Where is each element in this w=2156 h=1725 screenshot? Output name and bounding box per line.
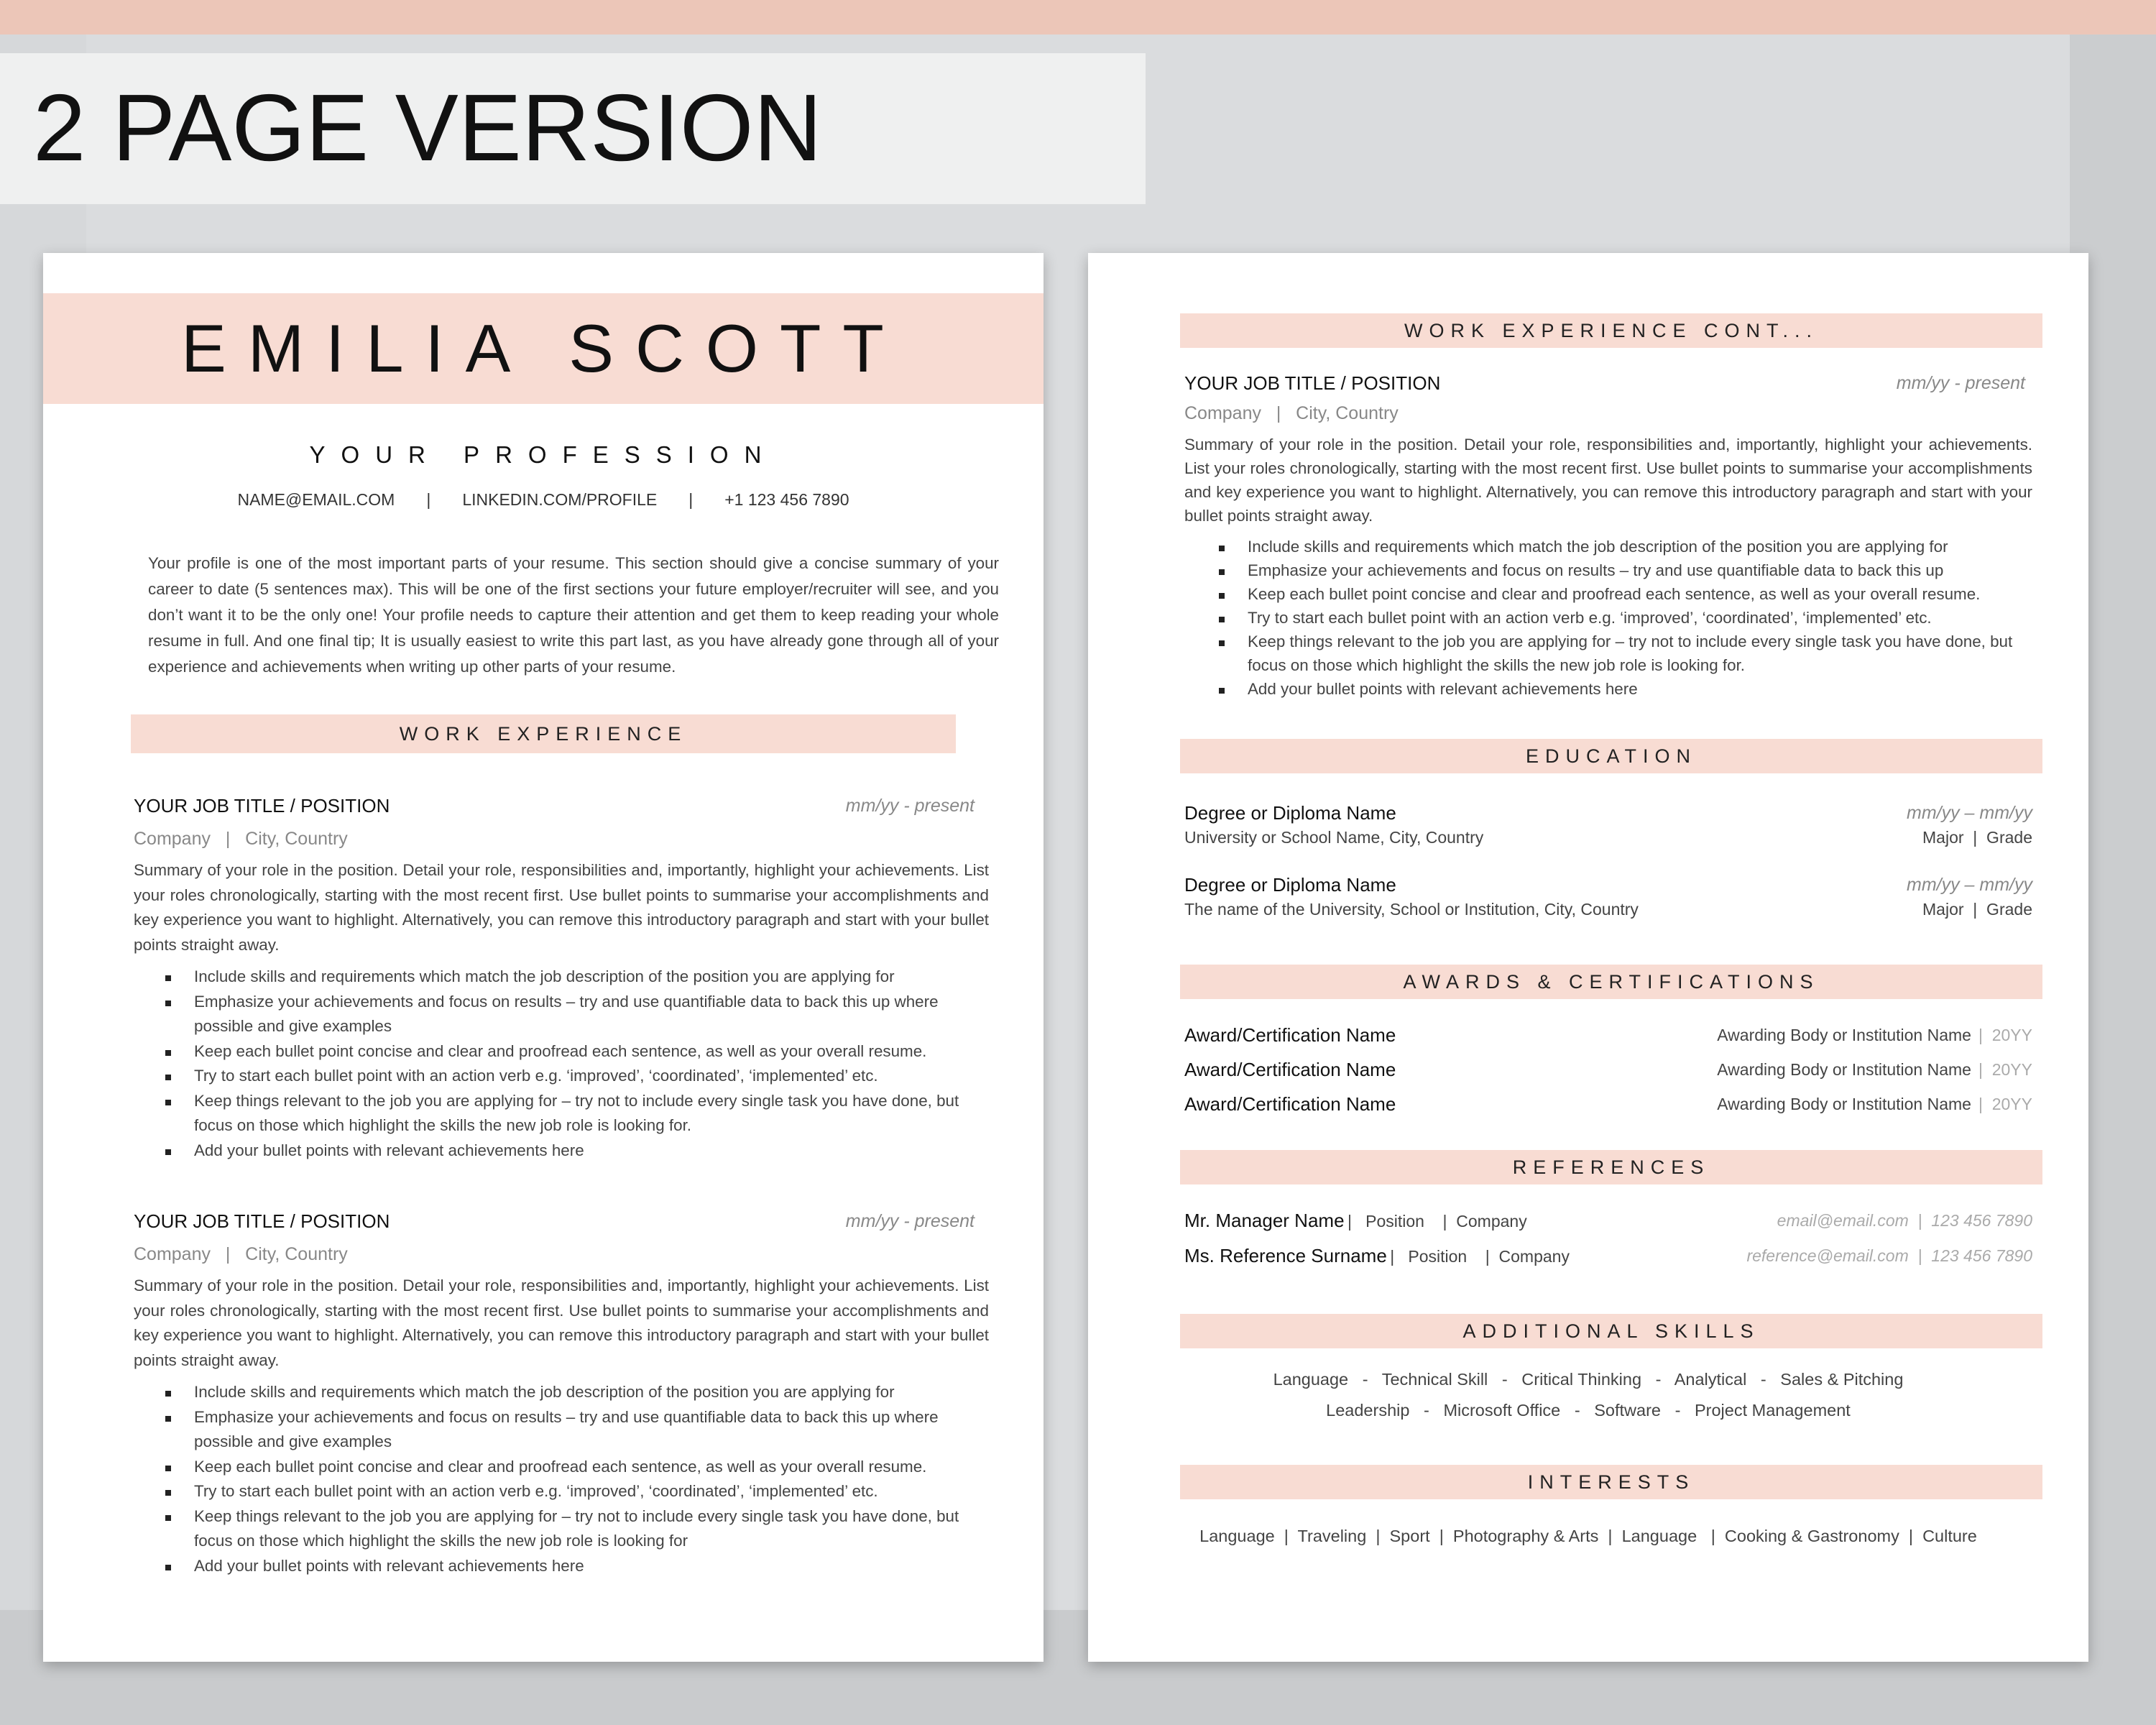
- award-institution: Awarding Body or Institution Name: [1717, 1026, 1971, 1044]
- list-item: Keep each bullet point concise and clear and proofread each sentence, as well as your overall resume.: [194, 1455, 989, 1480]
- education-date: mm/yy – mm/yy: [1907, 803, 2032, 823]
- job-bullets: [134, 965, 989, 1163]
- list-item: Keep things relevant to the job you are applying for – try not to include every single task you have done, but focus on those which highlight the skills the new job role is looking for.: [1248, 630, 2032, 677]
- degree-name: Degree or Diploma Name: [1184, 874, 1396, 896]
- resume-page-1: [43, 253, 1044, 1662]
- award-institution: Awarding Body or Institution Name: [1717, 1060, 1971, 1079]
- contact-line: [43, 490, 1044, 510]
- job-company: Company | City, Country: [134, 1244, 348, 1264]
- section-heading-work-cont: WORK EXPERIENCE CONT...: [1180, 313, 2042, 348]
- award-body: [1717, 1021, 2032, 1049]
- job-title: YOUR JOB TITLE / POSITION: [134, 795, 390, 816]
- section-heading-education: EDUCATION: [1180, 739, 2042, 773]
- job-entry: [134, 1209, 989, 1578]
- award-year: | 20YY: [1978, 1060, 2032, 1079]
- list-item: Add your bullet points with relevant achievements here: [1248, 677, 2032, 701]
- school-name: The name of the University, School or Institution, City, Country: [1184, 900, 1639, 919]
- education-date: mm/yy – mm/yy: [1907, 875, 2032, 895]
- award-name: Award/Certification Name: [1184, 1059, 1396, 1080]
- section-heading-interests: INTERESTS: [1180, 1465, 2042, 1499]
- education-entry: [1184, 873, 2032, 921]
- award-entry: [1184, 1090, 2032, 1118]
- award-institution: Awarding Body or Institution Name: [1717, 1095, 1971, 1113]
- list-item: Keep things relevant to the job you are applying for – try not to include every single task you have done, but focus on those which highlight the skills the new job role is looking for.: [194, 1089, 989, 1138]
- education-entry: [1184, 801, 2032, 850]
- job-title: YOUR JOB TITLE / POSITION: [134, 1210, 390, 1232]
- list-item: Include skills and requirements which match the job description of the position you are applying for: [1248, 535, 2032, 558]
- award-year: | 20YY: [1978, 1026, 2032, 1044]
- award-body: [1717, 1090, 2032, 1118]
- job-summary: Summary of your role in the position. Detail your role, responsibilities and, importantly, highlight your achievements. List your roles chronologically, starting with the most recent first. Use bullet points to summarise your accomplishments and key experience you want to highlight. Alternatively, you can remove this introductory paragraph and start with your bullet points straight away.: [134, 1276, 989, 1369]
- job-company: Company | City, Country: [134, 829, 348, 849]
- profession: YOUR PROFESSION: [309, 441, 778, 468]
- list-item: Try to start each bullet point with an action verb e.g. ‘improved’, ‘coordinated’, ‘implemented’ etc.: [1248, 606, 2032, 630]
- job-date: mm/yy - present: [1896, 373, 2025, 393]
- version-title: 2 PAGE VERSION: [33, 75, 822, 180]
- profile-summary: Your profile is one of the most important parts of your resume. This section should give a concise summary of your career to date (5 sentences max). This will be one of the first sections your future employer/recruiter will see, and you don’t want it to be the only one! Your profile needs to capture their attention and get them to keep reading your whole resume in full. And one final tip; It is usually easiest to write this part last, as you have already gone through all of your experience and achievements when writing up other parts of your resume.: [148, 554, 999, 676]
- skills-line: Language - Technical Skill - Critical Thinking - Analytical - Sales & Pitching: [1273, 1370, 1904, 1389]
- section-heading-references: REFERENCES: [1180, 1150, 2042, 1184]
- reference-contact: email@email.com | 123 456 7890: [1777, 1211, 2032, 1230]
- list-item: Keep things relevant to the job you are applying for – try not to include every single task you have done, but focus on those which highlight the skills the new job role is looking for: [194, 1504, 989, 1554]
- job-entry: [134, 794, 989, 1163]
- education-major: Major | Grade: [1922, 828, 2032, 847]
- list-item: Keep each bullet point concise and clear and proofread each sentence, as well as your overall resume.: [1248, 582, 2032, 606]
- job-bullets: [134, 1380, 989, 1578]
- job-bullets: [1184, 535, 2032, 701]
- award-body: [1717, 1055, 2032, 1084]
- job-title: YOUR JOB TITLE / POSITION: [1184, 372, 1441, 394]
- phone: +1 123 456 7890: [724, 490, 849, 509]
- reference-details: | Position | Company: [1390, 1247, 1570, 1266]
- job-summary: Summary of your role in the position. Detail your role, responsibilities and, importantly, highlight your achievements. List your roles chronologically, starting with the most recent first. Use bullet points to summarise your accomplishments and key experience you want to highlight. Alternatively, you can remove this introductory paragraph and start with your bullet points straight away.: [1184, 436, 2032, 525]
- reference-entry: [1184, 1206, 2032, 1235]
- list-item: Add your bullet points with relevant achievements here: [194, 1138, 989, 1164]
- section-heading-skills: ADDITIONAL SKILLS: [1180, 1314, 2042, 1348]
- list-item: Keep each bullet point concise and clear and proofread each sentence, as well as your overall resume.: [194, 1039, 989, 1064]
- list-item: Emphasize your achievements and focus on results – try and use quantifiable data to back this up where possible and give examples: [194, 990, 989, 1039]
- award-entry: [1184, 1055, 2032, 1084]
- section-heading-awards: AWARDS & CERTIFICATIONS: [1180, 965, 2042, 999]
- list-item: Try to start each bullet point with an action verb e.g. ‘improved’, ‘coordinated’, ‘implemented’ etc.: [194, 1064, 989, 1089]
- separator: |: [426, 490, 431, 509]
- email: NAME@EMAIL.COM: [237, 490, 395, 509]
- job-entry: [1184, 371, 2032, 701]
- list-item: Include skills and requirements which match the job description of the position you are applying for: [194, 965, 989, 990]
- degree-name: Degree or Diploma Name: [1184, 802, 1396, 824]
- job-date: mm/yy - present: [845, 1211, 975, 1231]
- education-major: Major | Grade: [1922, 900, 2032, 919]
- reference-contact: reference@email.com | 123 456 7890: [1746, 1246, 2032, 1265]
- reference-name: Ms. Reference Surname: [1184, 1245, 1387, 1266]
- reference-details: | Position | Company: [1347, 1212, 1527, 1230]
- job-date: mm/yy - present: [845, 796, 975, 816]
- job-summary: Summary of your role in the position. Detail your role, responsibilities and, importantly, highlight your achievements. List your roles chronologically, starting with the most recent first. Use bullet points to summarise your accomplishments and key experience you want to highlight. Alternatively, you can remove this introductory paragraph and start with your bullet points straight away.: [134, 861, 989, 954]
- name-banner: [43, 293, 1044, 404]
- linkedin: LINKEDIN.COM/PROFILE: [462, 490, 658, 509]
- school-name: University or School Name, City, Country: [1184, 828, 1484, 847]
- reference-name: Mr. Manager Name: [1184, 1210, 1345, 1231]
- list-item: Include skills and requirements which match the job description of the position you are applying for: [194, 1380, 989, 1405]
- award-year: | 20YY: [1978, 1095, 2032, 1113]
- separator: |: [688, 490, 694, 509]
- section-heading-work: WORK EXPERIENCE: [131, 714, 956, 753]
- skills-line: Leadership - Microsoft Office - Software - Project Management: [1326, 1401, 1851, 1420]
- job-company: Company | City, Country: [1184, 403, 1399, 423]
- award-entry: [1184, 1021, 2032, 1049]
- list-item: Emphasize your achievements and focus on results – try and use quantifiable data to back this up: [1248, 558, 2032, 582]
- reference-entry: [1184, 1241, 2032, 1270]
- resume-page-2: [1088, 253, 2088, 1662]
- list-item: Add your bullet points with relevant achievements here: [194, 1554, 989, 1579]
- list-item: Try to start each bullet point with an action verb e.g. ‘improved’, ‘coordinated’, ‘implemented’ etc.: [194, 1479, 989, 1504]
- interests-line: Language | Traveling | Sport | Photography & Arts | Language | Cooking & Gastronomy | Culture: [1199, 1527, 1977, 1545]
- candidate-name: EMILIA SCOTT: [181, 310, 906, 386]
- award-name: Award/Certification Name: [1184, 1093, 1396, 1115]
- top-accent-band: [0, 0, 2156, 34]
- award-name: Award/Certification Name: [1184, 1024, 1396, 1046]
- list-item: Emphasize your achievements and focus on results – try and use quantifiable data to back this up where possible and give examples: [194, 1405, 989, 1455]
